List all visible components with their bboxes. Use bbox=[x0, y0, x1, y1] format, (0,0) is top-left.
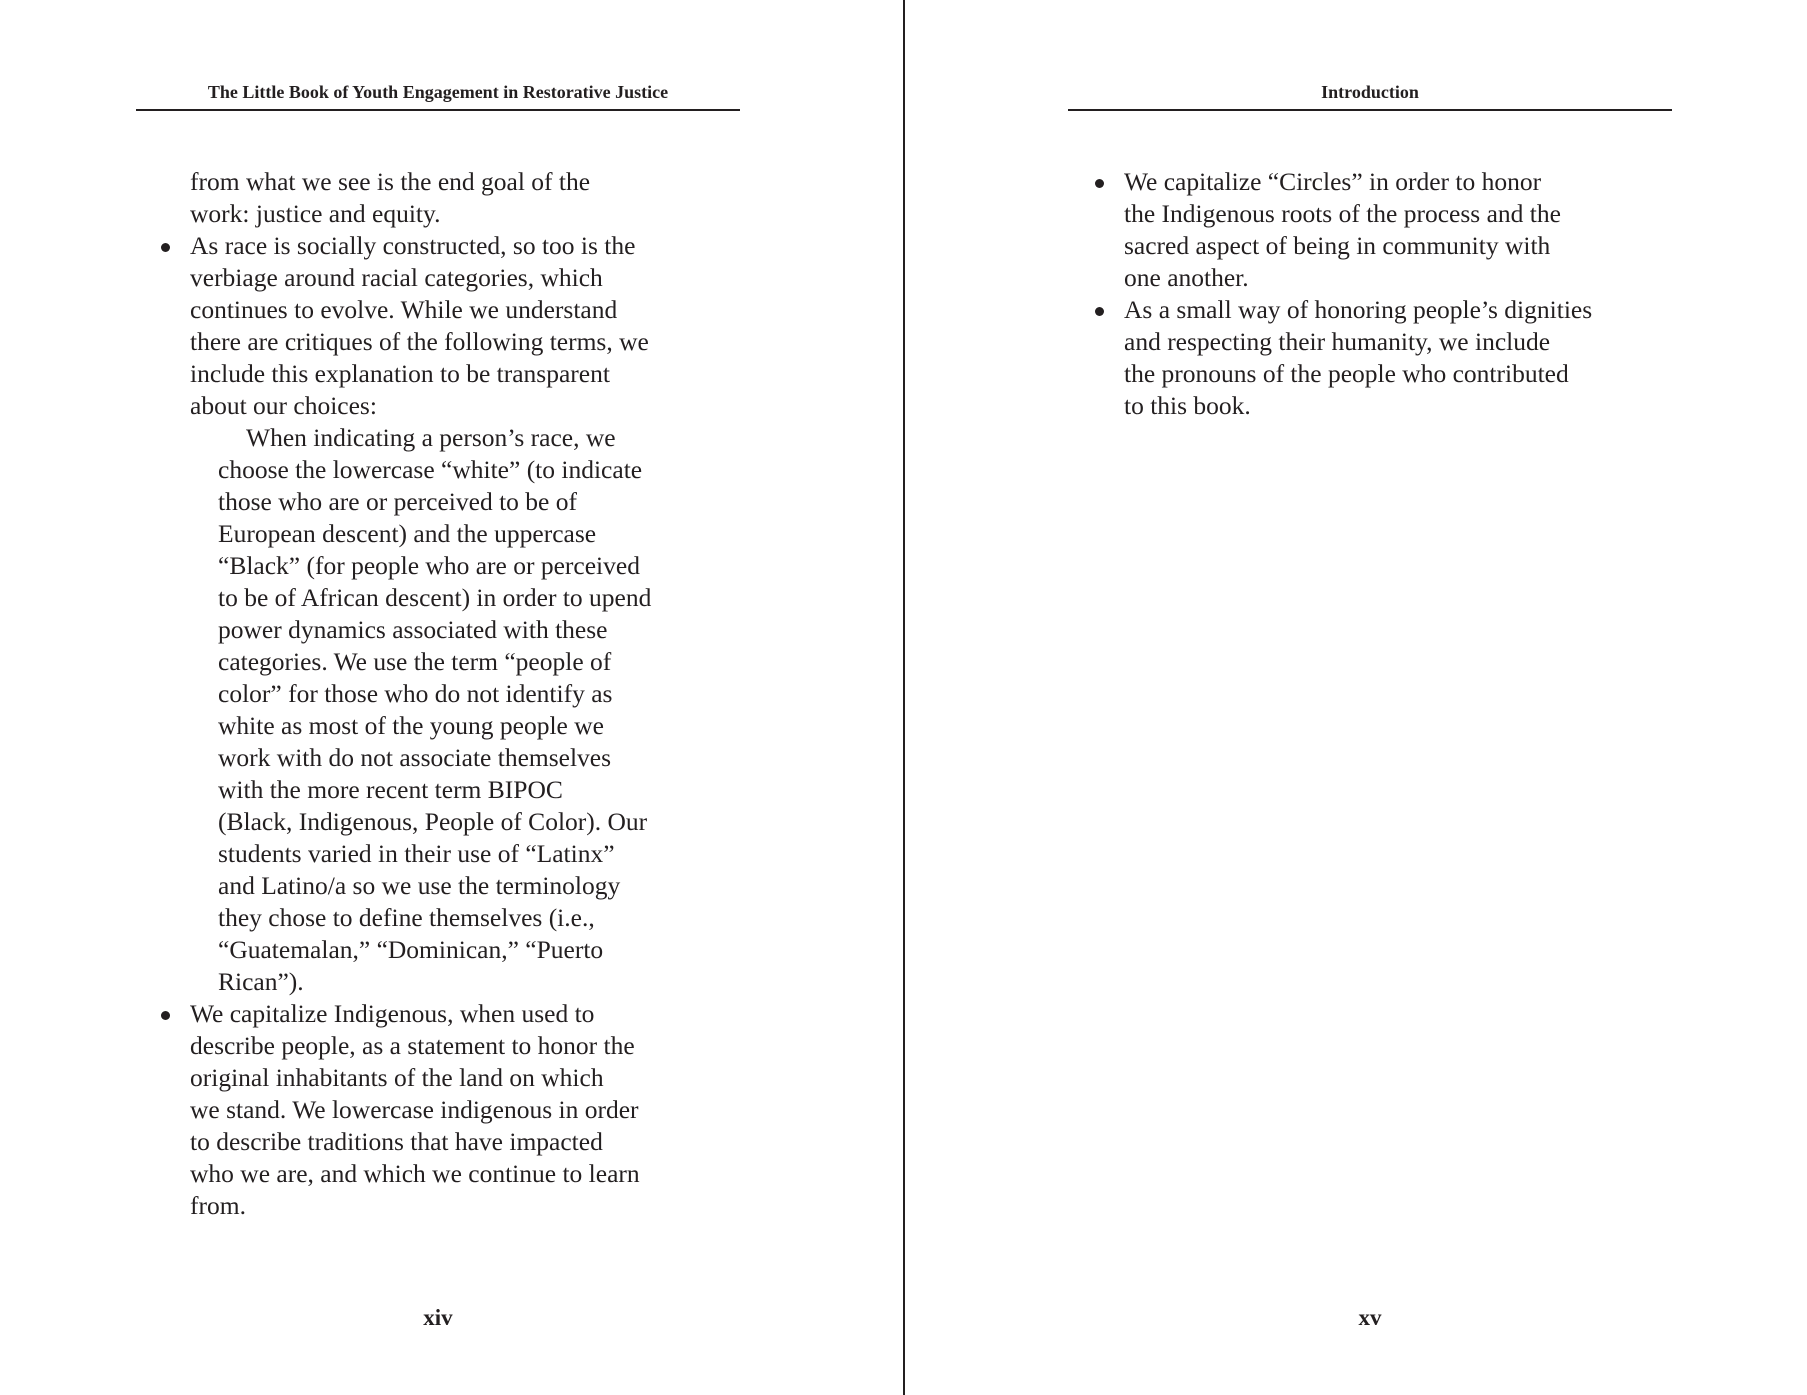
text-line: European descent) and the uppercase bbox=[218, 519, 597, 548]
bullet-item-indigenous-capitalization bbox=[190, 998, 750, 1222]
text-line: those who are or perceived to be of bbox=[218, 487, 577, 516]
right-page-body bbox=[1124, 166, 1684, 422]
text-line: choose the lowercase “white” (to indicate bbox=[218, 455, 643, 484]
text-line: “Guatemalan,” “Dominican,” “Puerto bbox=[218, 935, 604, 964]
bullet-icon bbox=[1095, 179, 1104, 188]
text-line: sacred aspect of being in community with bbox=[1124, 231, 1551, 260]
text-line: there are critiques of the following terms, we bbox=[190, 327, 649, 356]
bullet-item-race-terminology bbox=[190, 230, 750, 998]
text-line: verbiage around racial categories, which bbox=[190, 263, 603, 292]
text-line: As race is socially constructed, so too is the bbox=[190, 231, 636, 260]
text-line: the Indigenous roots of the process and the bbox=[1124, 199, 1561, 228]
text-line: we stand. We lowercase indigenous in order bbox=[190, 1095, 639, 1124]
text-line: with the more recent term BIPOC bbox=[218, 775, 563, 804]
text-line: from what we see is the end goal of the bbox=[190, 167, 591, 196]
header-rule bbox=[136, 109, 740, 111]
text-line: students varied in their use of “Latinx” bbox=[218, 839, 615, 868]
page-number: xiv bbox=[423, 1305, 453, 1330]
text-line: and Latino/a so we use the terminology bbox=[218, 871, 621, 900]
block-quote-race-explanation bbox=[218, 422, 750, 998]
page-number: xv bbox=[1358, 1305, 1382, 1330]
running-head-book-title: The Little Book of Youth Engagement in Restorative Justice bbox=[207, 82, 669, 102]
bullet-item-circles-capitalization bbox=[1124, 166, 1684, 294]
text-line: to be of African descent) in order to upend bbox=[218, 583, 652, 612]
text-line: one another. bbox=[1124, 263, 1249, 292]
text-line: We capitalize Indigenous, when used to bbox=[190, 999, 595, 1028]
text-line: and respecting their humanity, we include bbox=[1124, 327, 1551, 356]
bullet-icon bbox=[1095, 307, 1104, 316]
text-line: As a small way of honoring people’s dignities bbox=[1124, 295, 1593, 324]
left-page-body bbox=[190, 166, 750, 1222]
text-line: “Black” (for people who are or perceived bbox=[218, 551, 640, 580]
running-head-chapter-title: Introduction bbox=[1321, 82, 1419, 102]
text-line: who we are, and which we continue to learn bbox=[190, 1159, 640, 1188]
text-line: describe people, as a statement to honor the bbox=[190, 1031, 635, 1060]
header-rule bbox=[1068, 109, 1672, 111]
text-line: (Black, Indigenous, People of Color). Our bbox=[218, 807, 648, 836]
bullet-item-pronouns bbox=[1124, 294, 1684, 422]
text-line: work: justice and equity. bbox=[190, 199, 441, 228]
right-page bbox=[906, 0, 1807, 1395]
text-line: work with do not associate themselves bbox=[218, 743, 612, 772]
text-line: from. bbox=[190, 1191, 246, 1220]
text-line: color” for those who do not identify as bbox=[218, 679, 613, 708]
text-line: about our choices: bbox=[190, 391, 377, 420]
text-line: white as most of the young people we bbox=[218, 711, 604, 740]
text-line: When indicating a person’s race, we bbox=[246, 423, 616, 452]
bullet-icon bbox=[161, 1011, 170, 1020]
text-line: the pronouns of the people who contributed bbox=[1124, 359, 1569, 388]
text-line: categories. We use the term “people of bbox=[218, 647, 612, 676]
continuation-paragraph bbox=[190, 166, 750, 230]
text-line: continues to evolve. While we understand bbox=[190, 295, 618, 324]
text-line: to this book. bbox=[1124, 391, 1251, 420]
text-line: to describe traditions that have impacted bbox=[190, 1127, 603, 1156]
text-line: Rican”). bbox=[218, 967, 304, 996]
text-line: they chose to define themselves (i.e., bbox=[218, 903, 595, 932]
bullet-icon bbox=[161, 243, 170, 252]
text-line: include this explanation to be transparent bbox=[190, 359, 610, 388]
text-line: original inhabitants of the land on which bbox=[190, 1063, 604, 1092]
text-line: We capitalize “Circles” in order to honor bbox=[1124, 167, 1542, 196]
text-line: power dynamics associated with these bbox=[218, 615, 608, 644]
